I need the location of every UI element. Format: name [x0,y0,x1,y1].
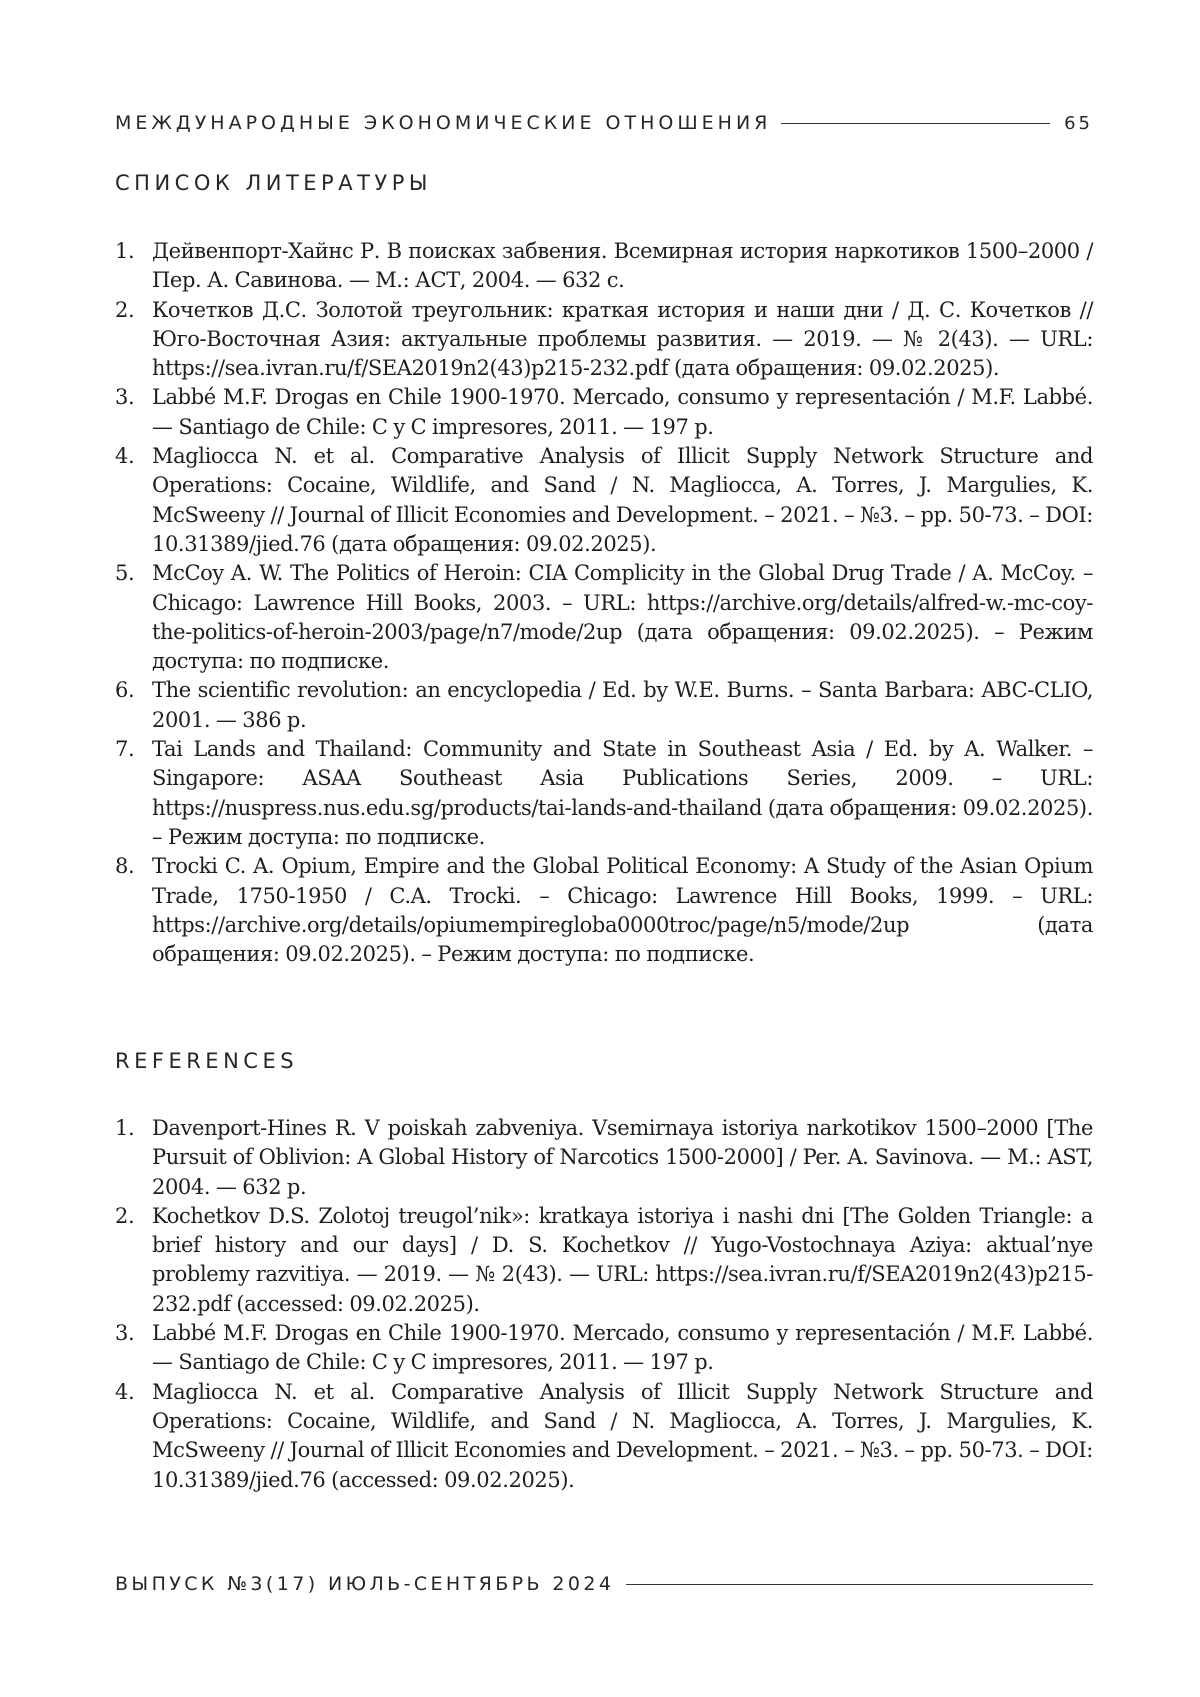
running-header [115,112,1093,134]
item-number: 3. [115,385,135,410]
list-item [115,442,1093,559]
item-text: Tai Lands and Thailand: Community and State in Southeast Asia / Ed. by A. Walker. – Singapore: ASAA Southeast Asia Publications Series, 2009. – URL: https://nuspress.nus.edu.sg/products/tai-lands-and-thailand (дата обращения: 09.02.2025). – Режим доступа: по подписке. [152,737,1093,849]
item-number: 1. [115,1116,135,1140]
list-item [115,1114,1093,1202]
item-number: 3. [115,1321,135,1346]
list-item [115,383,1093,442]
item-number: 6. [115,678,135,703]
item-number: 1. [115,239,135,263]
item-text: McCoy A. W. The Politics of Heroin: CIA Complicity in the Global Drug Trade / A. McCoy. – Chicago: Lawrence Hill Books, 2003. – URL: https://archive.org/details/alfred-w.-mc-coy-the-politics-of-heroin-2003/page/n7/mode/2up (дата обращения: 09.02.2025). – Режим доступа: по подписке. [152,561,1093,674]
item-text: Kochetkov D.S. Zolotoj treugol’nik»: kratkaya istoriya i nashi dni [The Golden Triangle: a brief history and our days] / D. S. Kochetkov // Yugo-Vostochnaya Aziya: aktual’nye problemy razvitiya. — 2019. — № 2(43). — URL: https://sea.ivran.ru/f/SEA2019n2(43)p215-232.pdf (accessed: 09.02.2025). [152,1203,1093,1316]
list-item [115,296,1093,384]
running-footer [115,1573,1093,1595]
item-text: Дейвенпорт-Хайнс Р. В поисках забвения. Всемирная история наркотиков 1500–2000 / Пер. А. Савинова. — М.: АСТ, 2004. — 632 с. [152,239,1093,293]
page-number: 65 [1064,112,1093,134]
issue-info: ВЫПУСК №3(17) ИЮЛЬ-СЕНТЯБРЬ 2024 [115,1573,615,1595]
item-text: Magliocca N. et al. Comparative Analysis of Illicit Supply Network Structure and Operations: Cocaine, Wildlife, and Sand / N. Magliocca, A. Torres, J. Margulies, K. McSweeny // Journal of Illicit Economies and Development. – 2021. – №3. – pp. 50-73. – DOI: 10.31389/jied.76 (дата обращения: 09.02.2025). [152,444,1093,556]
item-text: Davenport-Hines R. V poiskah zabveniya. Vsemirnaya istoriya narkotikov 1500–2000 [The Pursuit of Oblivion: A Global History of Narcotics 1500-2000] / Per. A. Savinova. — M.: AST, 2004. — 632 p. [152,1116,1093,1199]
literature-heading: СПИСОК ЛИТЕРАТУРЫ [115,171,432,195]
item-number: 4. [115,1379,135,1404]
item-text: The scientific revolution: an encyclopedia / Ed. by W.E. Burns. – Santa Barbara: ABC-CLIO, 2001. — 386 p. [152,678,1093,732]
item-number: 2. [115,1203,135,1228]
literature-list [115,237,1093,969]
item-text: Labbé M.F. Drogas en Chile 1900-1970. Mercado, consumo y representación / M.F. Labbé. — Santiago de Chile: C y C impresores, 2011. — 197 p. [152,385,1093,439]
list-item [115,1319,1093,1378]
journal-section-title: МЕЖДУНАРОДНЫЕ ЭКОНОМИЧЕСКИЕ ОТНОШЕНИЯ [115,112,772,134]
item-text: Trocki C. A. Opium, Empire and the Global Political Economy: A Study of the Asian Opium Trade, 1750-1950 / C.A. Trocki. – Chicago: Lawrence Hill Books, 1999. – URL: https://archive.org/details/opiumempiregloba0000troc/page/n5/mode/2up (дата обращения: 09.02.2025). – Режим доступа: по подписке. [152,854,1093,967]
list-item [115,1378,1093,1495]
item-text: Labbé M.F. Drogas en Chile 1900-1970. Mercado, consumo y representación / M.F. Labbé. — Santiago de Chile: C y C impresores, 2011. — 197 p. [152,1321,1093,1375]
list-item [115,1202,1093,1319]
item-number: 2. [115,297,135,322]
list-item [115,735,1093,852]
footer-rule [626,1584,1093,1585]
item-number: 4. [115,444,135,469]
list-item [115,676,1093,735]
list-item [115,237,1093,296]
item-number: 7. [115,737,135,762]
list-item [115,559,1093,676]
item-text: Magliocca N. et al. Comparative Analysis of Illicit Supply Network Structure and Operations: Cocaine, Wildlife, and Sand / N. Magliocca, A. Torres, J. Margulies, K. McSweeny // Journal of Illicit Economies and Development. – 2021. – №3. – pp. 50-73. – DOI: 10.31389/jied.76 (accessed: 09.02.2025). [152,1379,1093,1492]
item-number: 8. [115,854,135,879]
item-text: Кочетков Д.С. Золотой треугольник: краткая история и наши дни / Д. С. Кочетков // Юго-Восточная Азия: актуальные проблемы развития. — 2019. — № 2(43). — URL: https://sea.ivran.ru/f/SEA2019n2(43)p215-232.pdf (дата обращения: 09.02.2025). [152,297,1093,381]
references-heading: REFERENCES [115,1049,299,1073]
references-list [115,1114,1093,1495]
item-number: 5. [115,561,135,586]
header-rule [781,123,1050,124]
list-item [115,852,1093,969]
